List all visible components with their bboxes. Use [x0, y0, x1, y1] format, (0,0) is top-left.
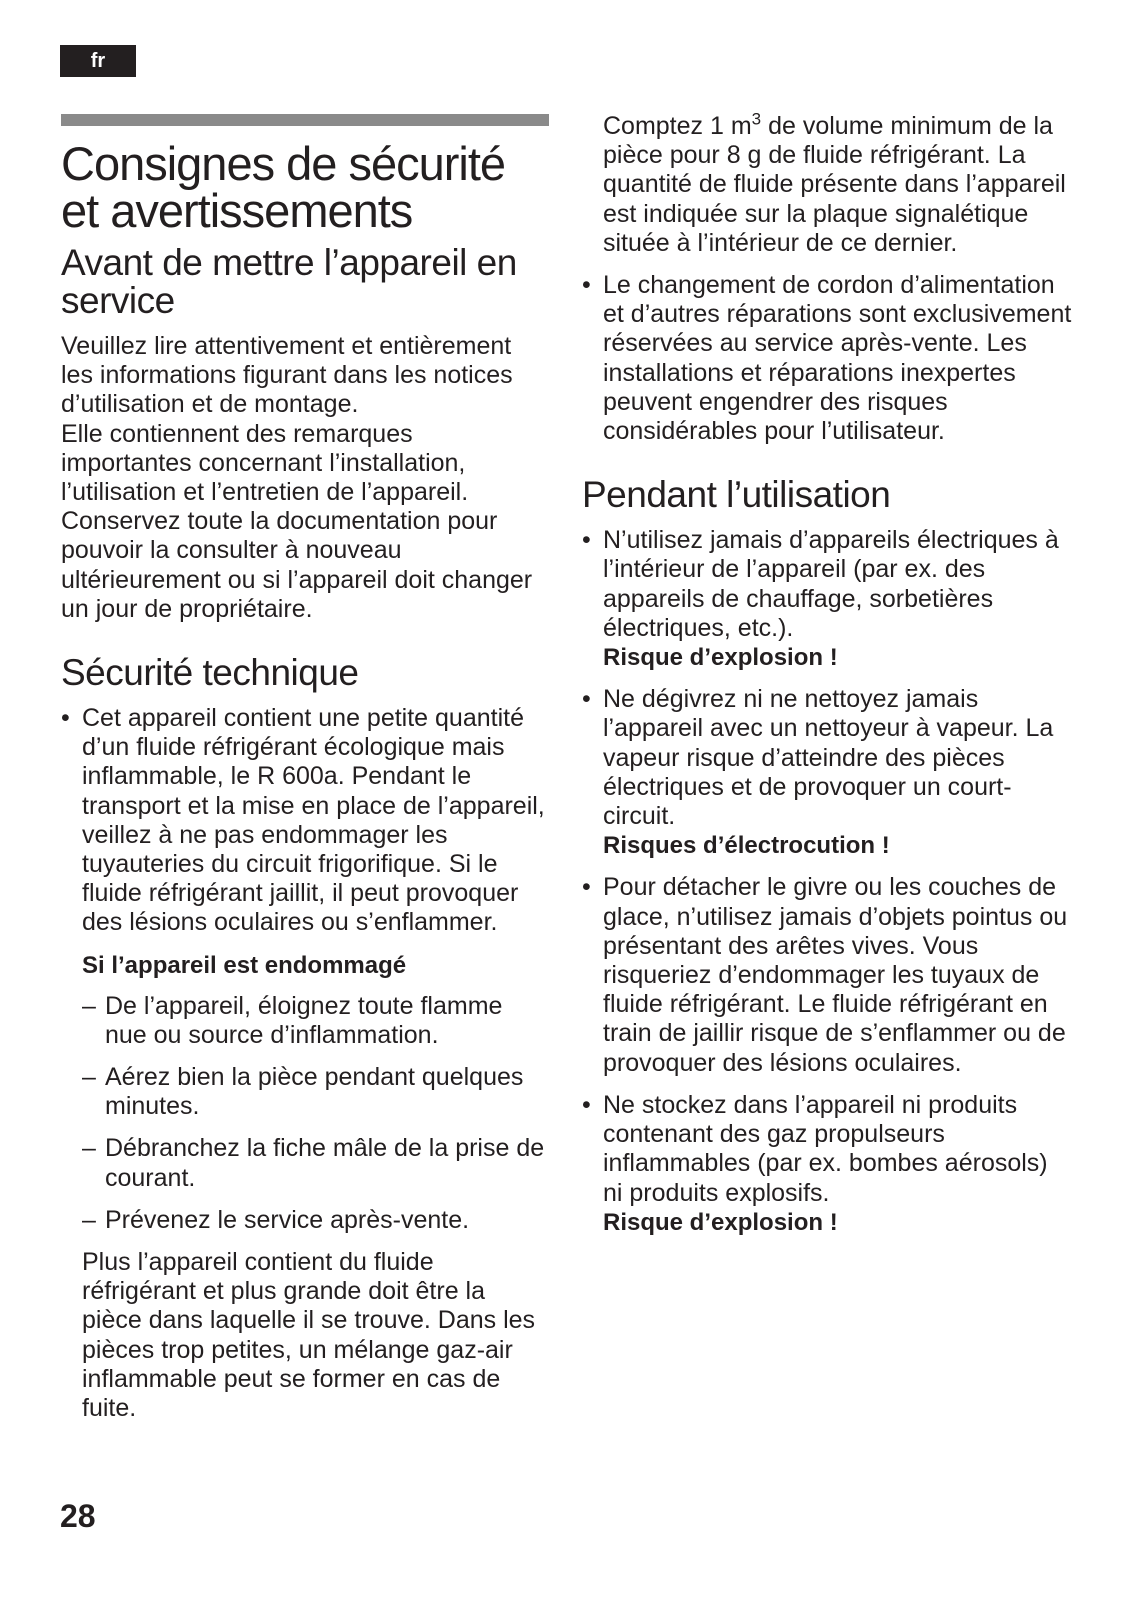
- list-item: – Aérez bien la pièce pendant quelques minutes.: [82, 1063, 549, 1121]
- damaged-subheading: Si l’appareil est endommagé: [82, 951, 407, 979]
- left-column: [61, 114, 549, 1423]
- page-title: Consignes de sécurité et avertissements: [61, 137, 506, 237]
- title-rule: [61, 114, 549, 126]
- paragraph: Veuillez lire attentivement et entièrement les informations figurant dans les notices d’utilisation et de montage.: [61, 332, 513, 419]
- list-item: • Pour détacher le givre ou les couches de glace, n’utilisez jamais d’objets pointus ou présentant des arêtes vives. Vous risqueriez d’endommager les tuyaux de fluide réfrigérant. Le fluide réfrigérant en train de jaillir risque de s’enflammer ou de provoquer des lésions oculaires.: [582, 873, 1072, 1077]
- warning-text: Risque d’explosion !: [603, 1208, 838, 1236]
- bullet-list: [61, 704, 549, 938]
- paragraph: Elle contiennent des remarques importantes concernant l’installation, l’utilisation et l’entretien de l’appareil.: [61, 419, 469, 507]
- list-item: • Ne stockez dans l’appareil ni produits contenant des gaz propulseurs inflammables (par ex. bombes aérosols) ni produits explosifs. Risque d’explosion !: [582, 1091, 1072, 1237]
- section-heading-before-use: Avant de mettre l’appareil en service: [61, 242, 517, 321]
- paragraph: Conservez toute la documentation pour pouvoir la consulter à nouveau ultérieurement ou si l’appareil doit changer un jour de propriétaire.: [61, 507, 533, 623]
- right-column: [582, 109, 1072, 1250]
- language-tab: fr: [60, 45, 136, 77]
- page-number: 28: [60, 1498, 96, 1534]
- list-item: • N’utilisez jamais d’appareils électriques à l’intérieur de l’appareil (par ex. des appareils de chauffage, sorbetières électriques, etc.). Risque d’explosion !: [582, 526, 1072, 672]
- list-item: – Prévenez le service après-vente.: [82, 1206, 549, 1235]
- section-heading-technical-safety: Sécurité technique: [61, 652, 359, 694]
- bullet-list: [582, 526, 1072, 1237]
- bullet-list: [582, 271, 1072, 446]
- list-item: • Le changement de cordon d’alimentation et d’autres réparations sont exclusivement réservées au service après-vente. Les installations et réparations inexpertes peuvent engendrer des risques considérables pour l’utilisateur.: [582, 271, 1072, 446]
- superscript: 3: [751, 109, 762, 129]
- section-heading-during-use: Pendant l’utilisation: [582, 474, 891, 516]
- continued-paragraph: Comptez 1 $m^3$ de volume minimum de la pièce pour 8 g de fluide réfrigérant. La quantité de fluide présente dans l’appareil est indiquée sur la plaque signalétique située à l’intérieur de ce dernier.: [603, 109, 1066, 257]
- list-item: • Ne dégivrez ni ne nettoyez jamais l’appareil avec un nettoyeur à vapeur. La vapeur risque d’atteindre des pièces électriques et de provoquer un court-circuit. Risques d’électrocution !: [582, 685, 1072, 860]
- list-item: • Cet appareil contient une petite quantité d’un fluide réfrigérant écologique mais inflammable, le R 600a. Pendant le transport et la mise en place de l’appareil, veillez à ne pas endommager les tuyauteries du circuit frigorifique. Si le fluide réfrigérant jaillit, il peut provoquer des lésions oculaires ou s’enflammer.: [61, 704, 549, 938]
- warning-text: Risques d’électrocution !: [603, 832, 890, 860]
- paragraph: Plus l’appareil contient du fluide réfrigérant et plus grande doit être la pièce dans laquelle il se trouve. Dans les pièces trop petites, un mélange gaz-air inflammable peut se former en cas de fuite.: [82, 1248, 536, 1423]
- list-item: – De l’appareil, éloignez toute flamme nue ou source d’inflammation.: [82, 992, 549, 1050]
- warning-text: Risque d’explosion !: [603, 644, 838, 672]
- dash-list: [82, 992, 549, 1235]
- list-item: – Débranchez la fiche mâle de la prise de courant.: [82, 1134, 549, 1192]
